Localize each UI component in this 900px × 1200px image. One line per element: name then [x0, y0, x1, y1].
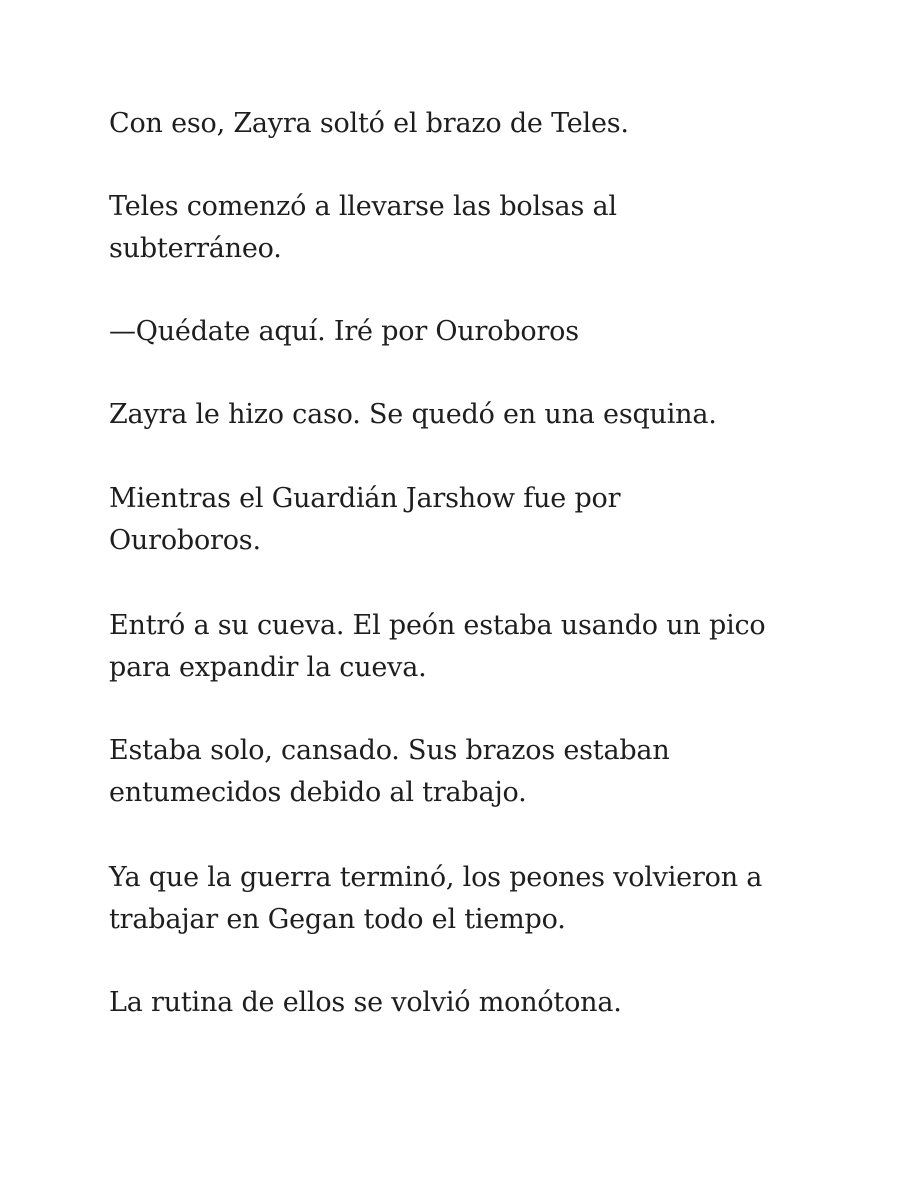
- paragraph-line: subterráneo.: [109, 233, 282, 264]
- paragraph-5: [109, 478, 809, 562]
- paragraph-8: [109, 857, 809, 941]
- paragraph-line: Zayra le hizo caso. Se quedó en una esquina.: [109, 399, 717, 430]
- paragraph-line: Estaba solo, cansado. Sus brazos estaban: [109, 735, 670, 766]
- paragraph-line: La rutina de ellos se volvió monótona.: [109, 987, 622, 1018]
- paragraph-line: Ouroboros.: [109, 525, 261, 556]
- paragraph-7: [109, 730, 809, 814]
- paragraph-line: —Quédate aquí. Iré por Ouroboros: [109, 316, 579, 347]
- paragraph-1: [109, 103, 809, 145]
- paragraph-line: Entró a su cueva. El peón estaba usando un pico: [109, 610, 766, 641]
- paragraph-9: [109, 982, 809, 1024]
- paragraph-line: Teles comenzó a llevarse las bolsas al: [109, 191, 617, 222]
- paragraph-6: [109, 605, 809, 689]
- paragraph-2: [109, 186, 809, 270]
- paragraph-line: Mientras el Guardián Jarshow fue por: [109, 483, 621, 514]
- paragraph-line: Ya que la guerra terminó, los peones volvieron a: [109, 862, 763, 893]
- paragraph-line: Con eso, Zayra soltó el brazo de Teles.: [109, 108, 629, 139]
- paragraph-line: trabajar en Gegan todo el tiempo.: [109, 904, 566, 935]
- paragraph-4: [109, 394, 809, 436]
- paragraph-line: entumecidos debido al trabajo.: [109, 777, 527, 808]
- paragraph-line: para expandir la cueva.: [109, 652, 427, 683]
- paragraph-3: [109, 311, 809, 353]
